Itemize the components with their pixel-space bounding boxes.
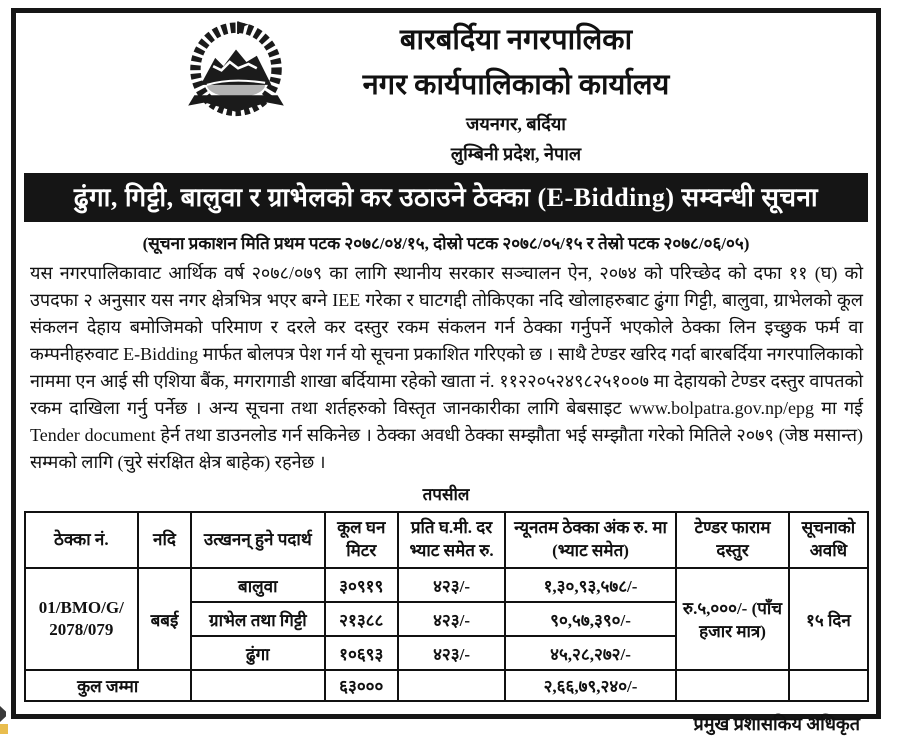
- municipality-name: बारबर्दिया नगरपालिका: [399, 24, 633, 56]
- min-amount-cell: १,३०,९३,५७८/-: [505, 568, 675, 602]
- material-cell: बालुवा: [191, 568, 325, 602]
- header-rate: प्रति घ.मी. दर भ्याट समेत रु.: [398, 512, 506, 568]
- tender-fee-cell: रु.५,०००/- (पाँच हजार मात्र): [676, 568, 790, 670]
- notice-title-banner: ढुंगा, गिट्टी, बालुवा र ग्राभेलको कर उठाउने ठेक्का (E-Bidding) सम्वन्धी सूचना: [24, 173, 868, 222]
- signature-title: प्रमुख प्रशासकिय अधिकृत: [693, 714, 860, 734]
- notice-body: यस नगरपालिकावाट आर्थिक वर्ष २०७८/०७९ का लागि स्थानीय सरकार सञ्चालन ऐन, २०७४ को परिच्छेद को दफा ११ (घ) को उपदफा २ अनुसार यस नगर क्षेत्रभित्र भएर बग्ने IEE गरेका र घाटगद्दी तोकिएका नदि खोलाहरुबाट ढुंगा गिट्टी, बालुवा, ग्राभेलको कूल संकलन देहाय बमोजिमको परिमाण र दरले कर दस्तुर रकम संकलन गर्न ठेक्का गर्नुपर्ने भएकोले ठेक्का लिन इच्छुक फर्म वा कम्पनीहरुवाट E-Bidding मार्फत बोलपत्र पेश गर्न यो सूचना प्रकाशित गरिएको छ । साथै टेण्डर खरिद गर्दा बारबर्दिया नगरपालिकाको नाममा एन आई सी एशिया बैंक, मगरागाडी शाखा बर्दियामा रहेको खाता नं. ११२२०५२४९८२५१००७ मा देहायको टेण्डर दस्तुर वापतको रकम दाखिला गर्नु पर्नेछ । अन्य सूचना तथा शर्तहरुको विस्तृत जानकारीका लागि बेबसाइट www.bolpatra.gov.np/epg मा गई Tender document हेर्न तथा डाउनलोड गर्न सकिनेछ । ठेक्का अवधी ठेक्का सम्झौता भई सम्झौता गरेको मितिले २०७९ (जेष्ठ मसान्त) सम्मको लागि (चुरे संरक्षित क्षेत्र बाहेक) रहनेछ ।: [30, 263, 863, 472]
- header-material: उत्खनन् हुने पदार्थ: [191, 512, 325, 568]
- table-caption: तपसील: [422, 485, 470, 504]
- emblem-icon: [184, 19, 288, 131]
- min-amount-cell: ९०,५७,३९०/-: [505, 602, 675, 636]
- table-row: [25, 568, 868, 602]
- header-river: नदि: [138, 512, 191, 568]
- total-period-cell: [789, 670, 867, 701]
- total-material-cell: [191, 670, 325, 701]
- header-volume: कूल घन मिटर: [325, 512, 398, 568]
- address-line-1: जयनगर, बर्दिया: [466, 114, 566, 135]
- publication-dates: (सूचना प्रकाशन मिति प्रथम पटक २०७८/०४/१५, दोस्रो पटक २०७८/०५/१५ र तेस्रो पटक २०७८/०६/०५): [142, 234, 750, 253]
- table-header-row: [25, 512, 868, 568]
- volume-cell: १०६९३: [325, 636, 398, 670]
- total-min-amount-cell: २,६६,७९,२४०/-: [505, 670, 675, 701]
- cropped-watermark-fragment: [0, 706, 6, 722]
- total-rate-cell: [398, 670, 506, 701]
- letterhead-text: [276, 21, 756, 166]
- notice-border-frame: [11, 8, 881, 734]
- rate-cell: ४२३/-: [398, 602, 506, 636]
- header-min-amount: न्यूनतम ठेक्का अंक रु. मा (भ्याट समेत): [505, 512, 675, 568]
- contract-no-cell: 01/BMO/G/ 2078/079: [25, 568, 139, 670]
- total-volume-cell: ६३०००: [325, 670, 398, 701]
- total-tender-fee-cell: [676, 670, 790, 701]
- notice-period-cell: १५ दिन: [789, 568, 867, 670]
- rate-cell: ४२३/-: [398, 568, 506, 602]
- material-cell: ढुंगा: [191, 636, 325, 670]
- volume-cell: २१३८८: [325, 602, 398, 636]
- table-total-row: [25, 670, 868, 701]
- header-contract-no: ठेक्का नं.: [25, 512, 139, 568]
- min-amount-cell: ४५,२८,२७२/-: [505, 636, 675, 670]
- letterhead: [16, 13, 876, 163]
- header-notice-period: सूचनाको अवधि: [789, 512, 867, 568]
- yellow-mark: [0, 724, 8, 734]
- total-label-cell: कुल जम्मा: [25, 670, 191, 701]
- river-cell: बबई: [138, 568, 191, 670]
- office-name: नगर कार्यपालिकाको कार्यालय: [362, 69, 670, 102]
- municipal-emblem-logo: [184, 19, 288, 131]
- material-cell: ग्राभेल तथा गिट्टी: [191, 602, 325, 636]
- header-tender-fee: टेण्डर फाराम दस्तुर: [676, 512, 790, 568]
- tender-detail-table: [24, 511, 869, 702]
- address-line-2: लुम्बिनी प्रदेश, नेपाल: [450, 144, 582, 165]
- volume-cell: ३०९१९: [325, 568, 398, 602]
- rate-cell: ४२३/-: [398, 636, 506, 670]
